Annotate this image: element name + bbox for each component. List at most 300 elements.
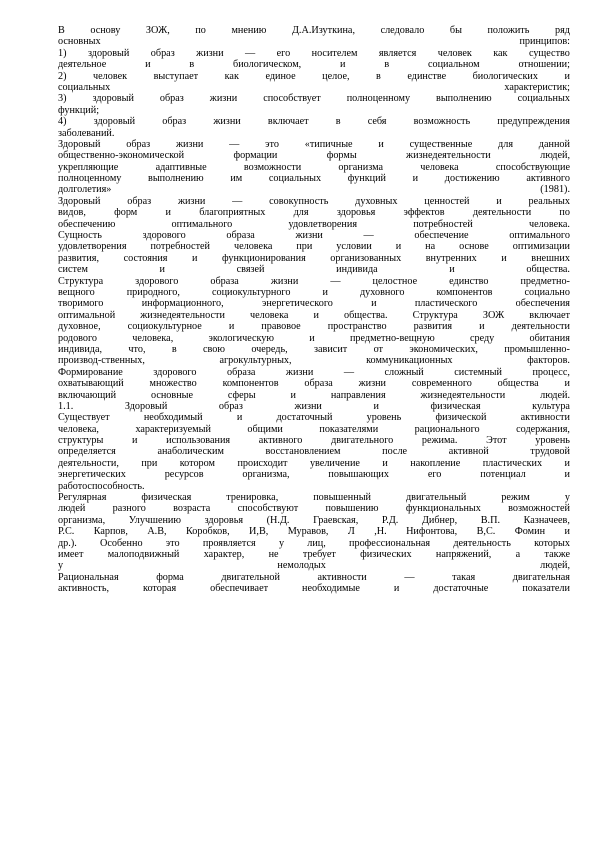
word: физической (435, 412, 487, 424)
word: здоровый (92, 93, 134, 105)
word: жизни (209, 93, 238, 105)
text-line (58, 59, 570, 70)
text-line (58, 196, 570, 207)
word: пространство (327, 321, 387, 333)
text-line (58, 481, 570, 492)
word: и (564, 378, 570, 390)
word: характер, (203, 548, 245, 560)
text-line (58, 264, 570, 275)
word: в (384, 59, 390, 71)
word: системный (454, 366, 502, 378)
word: компонентов (222, 378, 279, 390)
word: (1981). (540, 184, 570, 196)
word: Этот (486, 435, 507, 447)
word: образа (226, 230, 255, 242)
text-line (58, 321, 570, 332)
word: предметно- (520, 275, 570, 287)
word: Здоровый (58, 138, 101, 150)
text-line (58, 116, 570, 127)
word: включающий (58, 389, 117, 401)
word: и (309, 332, 315, 344)
text-line (58, 184, 570, 195)
word: основных (58, 36, 101, 48)
word: Фомин (514, 526, 546, 538)
word: др.). (58, 537, 77, 549)
word: достижению (444, 173, 500, 185)
word: мнению (231, 25, 267, 36)
word: деятельности (472, 207, 532, 219)
word: и (564, 70, 570, 82)
text-line (58, 572, 570, 583)
word: и (479, 321, 485, 333)
word: включает (267, 116, 309, 128)
text-line (58, 287, 570, 298)
word: при (141, 457, 158, 469)
word: включает (529, 309, 570, 321)
text-line (58, 446, 570, 457)
word: Регулярная (58, 492, 107, 504)
word: активного (526, 173, 570, 185)
word: и (382, 457, 388, 469)
word: социальных (268, 173, 322, 185)
word: Существует (58, 412, 110, 424)
word: физическая (430, 400, 481, 412)
word: людей (58, 503, 86, 515)
word: духовного (360, 286, 405, 298)
word: Структура (58, 275, 104, 287)
word: культура (532, 400, 570, 412)
text-line (58, 128, 570, 139)
word: оптимизации (512, 241, 570, 253)
text-line (58, 549, 570, 560)
word: себя (367, 116, 387, 128)
word: лиц, (307, 537, 326, 549)
word: (Н.Д. (266, 514, 290, 526)
word: здорового (153, 366, 197, 378)
word: возможности (243, 161, 302, 173)
word: Особенно (100, 537, 143, 549)
word: и (564, 457, 570, 469)
word: данной (538, 138, 570, 150)
text-line (58, 503, 570, 514)
word: здорового (135, 275, 179, 287)
word: активности (317, 571, 367, 583)
word: жизни (358, 378, 387, 390)
word: социальных (58, 81, 111, 93)
word: также (544, 548, 570, 560)
word: вещного (58, 286, 95, 298)
word: организованных (330, 252, 402, 264)
word: у (278, 537, 285, 549)
word: существенные (409, 138, 473, 150)
word: Нифонтова, (406, 526, 458, 538)
word: оптимальной (58, 309, 116, 321)
word: человека. (529, 218, 570, 230)
word: 4) (58, 116, 67, 128)
word: имеет (58, 548, 84, 560)
word: здоровья (204, 514, 244, 526)
word: формы (326, 150, 357, 162)
text-line (58, 458, 570, 469)
word: анаболическим (157, 446, 224, 458)
word: характеристик; (504, 81, 570, 93)
word: факторов. (527, 355, 570, 367)
word: это (165, 537, 180, 549)
word: немолодых (277, 560, 326, 572)
word: как (224, 70, 239, 82)
word: не (268, 548, 279, 560)
word: — (330, 275, 341, 287)
word: людей, (540, 560, 570, 572)
word: Муравов, (287, 526, 329, 538)
word: и (373, 400, 379, 412)
word: коммуникационных (366, 355, 453, 367)
word: и (132, 435, 138, 447)
word: двигательного (331, 435, 394, 447)
word: В (58, 25, 65, 36)
word: активность, (58, 583, 110, 595)
word: отношении; (518, 59, 570, 71)
word: Формирование (58, 366, 123, 378)
text-line (58, 298, 570, 309)
word: Улучшению (128, 514, 181, 526)
word: напряжений, (435, 548, 492, 560)
word: человека (249, 309, 289, 321)
word: ЗОЖ, (145, 25, 170, 36)
word: общественно-экономической (58, 150, 185, 162)
word: обитания (529, 332, 570, 344)
text-line (58, 230, 570, 241)
word: образ (126, 138, 151, 150)
text-line (58, 71, 570, 82)
text-line (58, 173, 570, 184)
word: активной (448, 446, 489, 458)
word: повышающих (328, 469, 389, 481)
word: укрепляющие (58, 161, 119, 173)
word: экологическую (208, 332, 275, 344)
text-line (58, 162, 570, 173)
word: организма, (58, 514, 106, 526)
word: удовлетворения (58, 241, 127, 253)
word: по (195, 25, 206, 36)
word: и (340, 59, 346, 71)
word: основе (459, 241, 489, 253)
word: потенциал (480, 469, 526, 481)
word: 3) (58, 93, 67, 105)
text-line (58, 105, 570, 116)
word: предупреждения (497, 116, 570, 128)
word: единство (449, 275, 489, 287)
word: определяется (58, 446, 116, 458)
word: необходимый (143, 412, 203, 424)
text-line (58, 583, 570, 594)
text-line (58, 390, 570, 401)
word: активности (520, 412, 570, 424)
word: очередь, (251, 343, 288, 355)
word: по (559, 207, 570, 219)
word: малоподвижный (107, 548, 180, 560)
word: оптимального (509, 230, 570, 242)
word: достаточные (433, 583, 489, 595)
word: — (363, 230, 374, 242)
word: тренировка, (226, 492, 279, 504)
word: образа (226, 366, 256, 378)
word: выступает (153, 70, 199, 82)
word: происходит (237, 457, 288, 469)
word: видов, (58, 207, 86, 219)
word: что, (128, 343, 146, 355)
word: образ (127, 195, 152, 207)
word: активного (258, 435, 303, 447)
word: Р.С. (58, 526, 75, 538)
word: социальном (427, 59, 480, 71)
word: жизнедеятельности (406, 150, 491, 162)
word: образа (304, 378, 333, 390)
text-line (58, 82, 570, 93)
word: такая (452, 571, 476, 583)
word: ,Н. (374, 526, 387, 538)
word: компонентов (436, 286, 493, 298)
word: его (276, 47, 291, 59)
word: промышленно- (504, 343, 570, 355)
word: способствующие (495, 161, 570, 173)
text-line (58, 276, 570, 287)
word: В,С. (476, 526, 496, 538)
word: потребностей (413, 218, 473, 230)
word: показателями (319, 423, 379, 435)
word: и (564, 469, 570, 481)
word: у (58, 560, 64, 572)
word: требует (302, 548, 336, 560)
word: предметно-вещную (349, 332, 435, 344)
word: зависит (314, 343, 348, 355)
word: духовное, (58, 321, 101, 333)
word: образ (218, 400, 243, 412)
word: правовое (261, 321, 301, 333)
word: способствует (263, 93, 321, 105)
word: необходимые (302, 583, 360, 595)
word: целое, (322, 70, 350, 82)
word: ресурсов (164, 469, 204, 481)
word: человека (420, 161, 459, 173)
word: и (564, 526, 570, 538)
word: Здоровый (124, 400, 168, 412)
word: двигательная (512, 571, 570, 583)
word: жизни (196, 47, 224, 59)
word: работоспособность. (58, 480, 145, 492)
text-line (58, 36, 570, 47)
word: для (293, 207, 309, 219)
word: — (404, 571, 415, 583)
word: трудовой (530, 446, 570, 458)
word: социальных (517, 93, 570, 105)
word: систем (58, 264, 88, 276)
word: положить (487, 25, 530, 36)
text-line (58, 469, 570, 480)
word: функций; (58, 104, 100, 116)
text-line (58, 435, 570, 446)
word: свою (203, 343, 225, 355)
word: пластического (414, 298, 478, 310)
word: ЗОЖ (482, 309, 505, 321)
text-line (58, 253, 570, 264)
word: человек (437, 47, 472, 59)
word: Л (347, 526, 355, 538)
word: образ (150, 47, 175, 59)
word: В.П. (480, 514, 500, 526)
text-line (58, 219, 570, 230)
word: образа (210, 275, 239, 287)
word: социально (524, 286, 570, 298)
word: для (498, 138, 513, 150)
word: «типичные (304, 138, 353, 150)
word: и (159, 264, 165, 276)
word: здоровый (93, 116, 136, 128)
word: агрокультурных, (219, 355, 292, 367)
word: человека, (132, 332, 174, 344)
word: жизни (213, 116, 241, 128)
word: основные (150, 389, 194, 401)
word: общества. (343, 309, 388, 321)
word: и (322, 286, 328, 298)
word: 1) (58, 47, 67, 59)
word: является (378, 47, 417, 59)
word: человека (233, 241, 273, 253)
word: а (515, 548, 521, 560)
word: Коробков, (185, 526, 230, 538)
text-line (58, 25, 570, 36)
word: среду (469, 332, 495, 344)
word: содержания, (516, 423, 570, 435)
word: общими (247, 423, 283, 435)
word: образ (162, 116, 187, 128)
word: бы (449, 25, 462, 36)
word: процесс, (532, 366, 570, 378)
text-line (58, 310, 570, 321)
word: образ (159, 93, 184, 105)
word: способствуют (237, 503, 299, 515)
word: охватывающий (58, 378, 124, 390)
word: внутренних (425, 252, 477, 264)
word: и (313, 309, 319, 321)
word: адаптивные (155, 161, 207, 173)
word: обеспечение (414, 230, 469, 242)
word: основу (90, 25, 121, 36)
word: котором (179, 457, 215, 469)
word: условии (336, 241, 372, 253)
text-line (58, 401, 570, 412)
word: которых (534, 537, 570, 549)
word: Сущность (58, 230, 102, 242)
word: здорового (142, 230, 186, 242)
word: И,В, (249, 526, 269, 538)
text-line (58, 207, 570, 218)
text-line (58, 367, 570, 378)
word: после (382, 446, 408, 458)
word: благоприятных (199, 207, 266, 219)
word: Дибнер, (421, 514, 458, 526)
word: единстве (407, 70, 447, 82)
word: и (192, 252, 198, 264)
word: природного, (126, 286, 180, 298)
word: жизни (175, 138, 204, 150)
word: двигательной (221, 571, 280, 583)
word: им (230, 173, 243, 185)
word: экономических, (409, 343, 478, 355)
word: организма, (242, 469, 290, 481)
word: и (236, 412, 243, 424)
word: режима. (421, 435, 458, 447)
word: и (165, 207, 171, 219)
text-line (58, 492, 570, 503)
word: в (171, 343, 177, 355)
word: жизнедеятельности (140, 309, 225, 321)
word: связей (236, 264, 265, 276)
word: возможностей (508, 503, 570, 515)
word: производ-ственных, (58, 355, 145, 367)
text-line (58, 93, 570, 104)
word: деятельное (58, 59, 107, 71)
word: форм (114, 207, 138, 219)
word: деятельности, (58, 457, 119, 469)
word: накопление (410, 457, 461, 469)
word: двигательный (405, 492, 467, 504)
word: долголетия» (58, 184, 112, 196)
word: современного (411, 378, 472, 390)
text-line (58, 424, 570, 435)
word: и (393, 583, 400, 595)
word: состояния (123, 252, 168, 264)
word: функциональных (405, 503, 481, 515)
text-line (58, 526, 570, 537)
word: функций (347, 173, 386, 185)
word: форма (156, 571, 184, 583)
word: совокупность (269, 195, 329, 207)
text-line (58, 538, 570, 549)
word: Граевская, (313, 514, 359, 526)
word: творимого (58, 298, 104, 310)
word: деятельности (511, 321, 570, 333)
word: обеспечивает (210, 583, 269, 595)
word: характеризуемый (135, 423, 211, 435)
word: которая (143, 583, 177, 595)
word: принципов: (519, 36, 570, 48)
word: общества. (526, 264, 570, 276)
word: при (296, 241, 313, 253)
word: достаточный (276, 412, 333, 424)
word: формации (233, 150, 278, 162)
word: жизни (285, 366, 314, 378)
word: увеличение (309, 457, 360, 469)
word: восстановлением (265, 446, 341, 458)
word: единое (265, 70, 296, 82)
word: и (378, 138, 384, 150)
word: индивида, (58, 343, 103, 355)
word: энергетического (261, 298, 333, 310)
word: А.В, (147, 526, 167, 538)
word: Карпов, (93, 526, 128, 538)
word: биологическом, (233, 59, 302, 71)
word: и (228, 321, 235, 333)
word: 2) (58, 70, 67, 82)
word: жизни (295, 230, 323, 242)
word: — (229, 138, 240, 150)
word: сферы (227, 389, 256, 401)
word: Рациональная (58, 571, 119, 583)
word: целостное (372, 275, 418, 287)
word: использования (166, 435, 231, 447)
word: биологических (472, 70, 538, 82)
